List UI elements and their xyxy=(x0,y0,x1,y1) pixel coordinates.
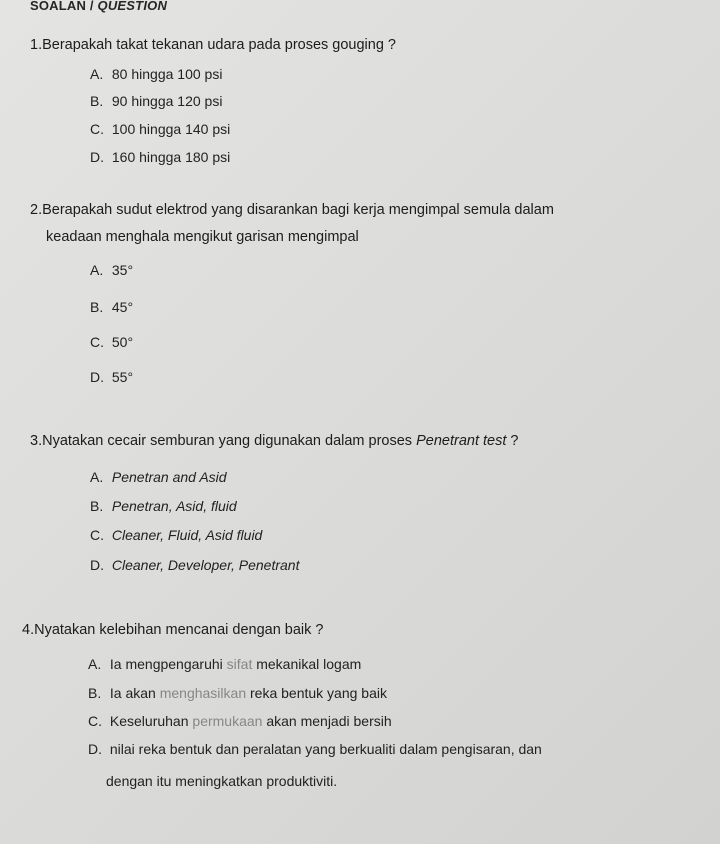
question-1-option-d[interactable] xyxy=(90,149,230,165)
option-text: Penetran, Asid, fluid xyxy=(111,498,237,514)
question-2-option-b[interactable] xyxy=(90,299,133,315)
option-text: 35° xyxy=(111,262,134,278)
option-letter: B. xyxy=(90,299,104,315)
header-malay: SOALAN xyxy=(30,0,87,13)
question-4-option-d[interactable] xyxy=(88,741,542,757)
question-4-text xyxy=(22,617,324,644)
option-text-a: Keseluruhan xyxy=(109,713,193,729)
option-letter: D. xyxy=(90,149,104,165)
question-3-italic-term: Penetrant test xyxy=(416,433,507,449)
question-3-number: 3. xyxy=(30,433,43,449)
question-2-text xyxy=(30,197,710,251)
option-letter: C. xyxy=(88,713,102,729)
option-text-b: sifat xyxy=(226,656,253,672)
option-letter: A. xyxy=(90,262,104,278)
option-letter: B. xyxy=(88,685,102,701)
question-1-number: 1. xyxy=(30,37,43,53)
option-letter: C. xyxy=(90,334,104,350)
question-2-option-a[interactable] xyxy=(90,262,133,278)
question-3-option-a[interactable] xyxy=(90,469,227,485)
question-3-text xyxy=(30,428,518,455)
option-letter: B. xyxy=(90,498,104,514)
question-2-number: 2. xyxy=(30,202,43,218)
option-letter: A. xyxy=(88,656,102,672)
option-letter: A. xyxy=(90,469,104,485)
page-header xyxy=(30,0,167,13)
question-4-option-c[interactable] xyxy=(88,713,392,729)
question-3-option-c[interactable] xyxy=(90,527,262,543)
question-2-line-1 xyxy=(30,197,710,224)
option-text: 90 hingga 120 psi xyxy=(111,93,223,109)
option-letter: D. xyxy=(88,741,102,757)
option-text: 100 hingga 140 psi xyxy=(111,121,231,137)
question-1-option-b[interactable] xyxy=(90,93,222,109)
option-letter: D. xyxy=(90,557,104,573)
question-4-option-a[interactable] xyxy=(88,656,361,672)
option-text: Cleaner, Fluid, Asid fluid xyxy=(111,527,263,543)
question-2-option-d[interactable] xyxy=(90,369,133,385)
option-text-b: permukaan xyxy=(192,713,263,729)
option-text-line-1: nilai reka bentuk dan peralatan yang berkualiti dalam pengisaran, dan xyxy=(109,741,542,757)
option-letter: A. xyxy=(90,66,104,82)
option-letter: B. xyxy=(90,93,104,109)
header-separator: / xyxy=(86,0,98,13)
question-2-body: Berapakah sudut elektrod yang disarankan bagi kerja mengimpal semula dalam xyxy=(42,202,554,218)
option-text: 50° xyxy=(111,334,134,350)
option-text-a: Ia akan xyxy=(109,685,160,701)
option-text: 45° xyxy=(111,299,134,315)
option-text: 55° xyxy=(111,369,134,385)
option-text: Penetran and Asid xyxy=(111,469,227,485)
question-4-option-b[interactable] xyxy=(88,685,387,701)
option-text-c: akan menjadi bersih xyxy=(262,713,392,729)
question-4-body: Nyatakan kelebihan mencanai dengan baik ? xyxy=(34,622,324,638)
question-3-body: Nyatakan cecair semburan yang digunakan dalam proses xyxy=(42,433,417,449)
option-letter: C. xyxy=(90,121,104,137)
header-english: QUESTION xyxy=(97,0,168,13)
question-3-option-d[interactable] xyxy=(90,557,299,573)
option-text-b: menghasilkan xyxy=(159,685,247,701)
question-3-end: ? xyxy=(506,433,519,449)
option-text: 160 hingga 180 psi xyxy=(111,149,231,165)
question-2-option-c[interactable] xyxy=(90,334,133,350)
option-letter: C. xyxy=(90,527,104,543)
option-text: 80 hingga 100 psi xyxy=(111,66,223,82)
question-1-text xyxy=(30,32,396,59)
question-4-option-d-continued xyxy=(106,773,337,789)
question-2-line-2: keadaan menghala mengikut garisan mengimpal xyxy=(46,229,359,245)
question-1-body: Berapakah takat tekanan udara pada proses gouging ? xyxy=(42,37,396,53)
question-3-option-b[interactable] xyxy=(90,498,237,514)
option-text: Cleaner, Developer, Penetrant xyxy=(111,557,300,573)
option-letter: D. xyxy=(90,369,104,385)
question-1-option-a[interactable] xyxy=(90,66,222,82)
question-1-option-c[interactable] xyxy=(90,121,230,137)
option-text-c: reka bentuk yang baik xyxy=(246,685,387,701)
option-text-a: Ia mengpengaruhi xyxy=(109,656,227,672)
option-text-c: mekanikal logam xyxy=(252,656,362,672)
option-text-line-2: dengan itu meningkatkan produktiviti. xyxy=(106,773,338,789)
question-4-number: 4. xyxy=(22,622,35,638)
